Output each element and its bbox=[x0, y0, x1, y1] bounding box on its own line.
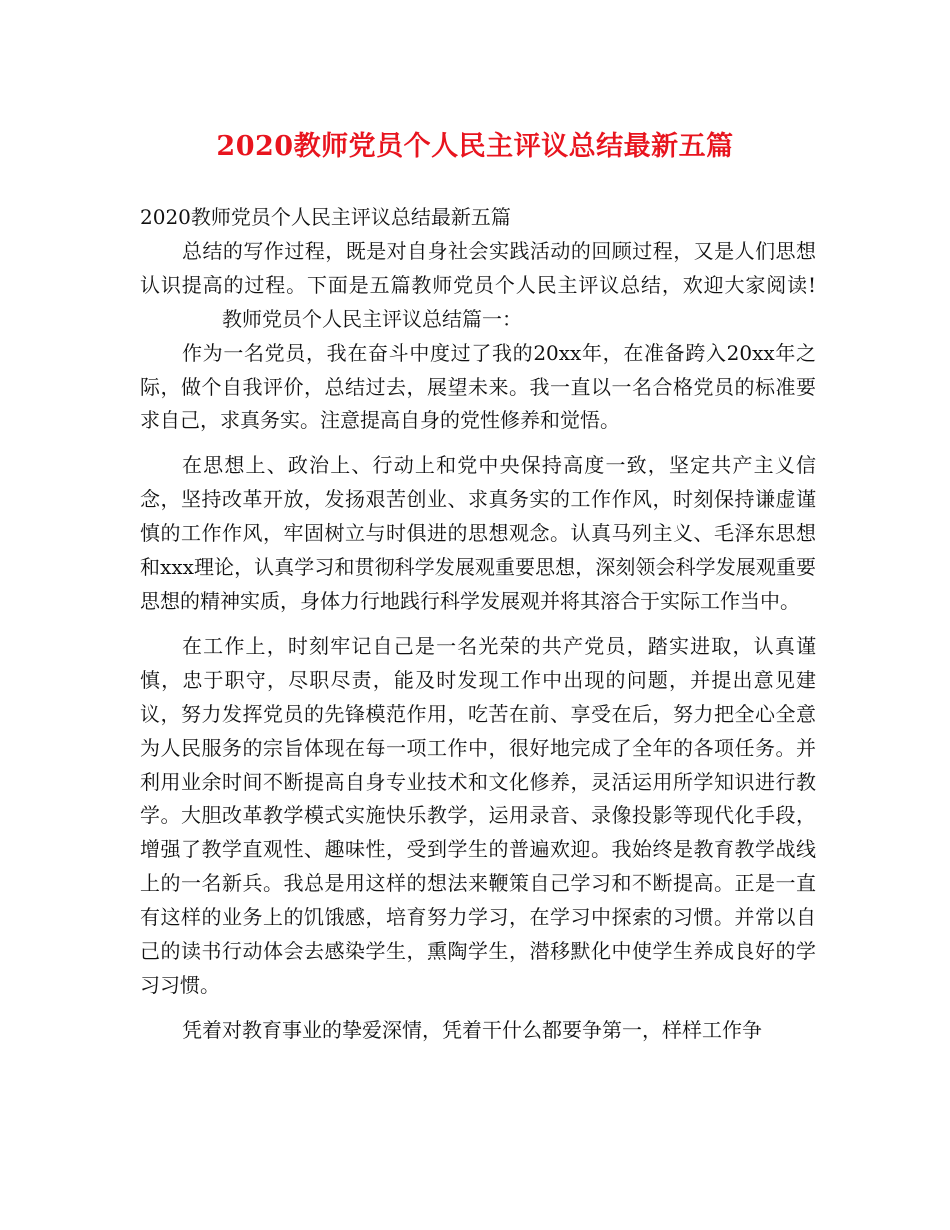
body-paragraph: 凭着对教育事业的挚爱深情，凭着干什么都要争第一，样样工作争 bbox=[182, 1017, 762, 1042]
document-subtitle: 2020教师党员个人民主评议总结最新五篇 bbox=[140, 205, 511, 229]
body-paragraph: 作为一名党员，我在奋斗中度过了我的20xx年，在准备跨入20xx年之际，做个自我评价，总结过去，展望未来。我一直以一名合格党员的标准要求自己，求真务实。注意提高自身的党性修养和觉悟。 bbox=[140, 340, 816, 433]
section-heading: 教师党员个人民主评议总结篇一： bbox=[222, 306, 522, 331]
intro-paragraph bbox=[140, 235, 816, 337]
document-title: 2020教师党员个人民主评议总结最新五篇 bbox=[216, 131, 734, 162]
body-paragraph: 在工作上，时刻牢记自己是一名光荣的共产党员，踏实进取，认真谨慎，忠于职守，尽职尽责，能及时发现工作中出现的问题，并提出意见建议，努力发挥党员的先锋模范作用，吃苦在前、享受在后，努力把全心全意为人民服务的宗旨体现在每一项工作中，很好地完成了全年的各项任务。并利用业余时间不断提高自身专业技术和文化修养，灵活运用所学知识进行教学。大胆改革教学模式实施快乐教学，运用录音、录像投影等现代化手段，增强了教学直观性、趣味性，受到学生的普遍欢迎。我始终是教育教学战线上的一名新兵。我总是用这样的想法来鞭策自己学习和不断提高。正是一直有这样的业务上的饥饿感，培育努力学习，在学习中探索的习惯。并常以自己的读书行动体会去感染学生，熏陶学生，潜移默化中使学生养成良好的学习习惯。 bbox=[140, 633, 816, 997]
body-paragraph: 在思想上、政治上、行动上和党中央保持高度一致，坚定共产主义信念，坚持改革开放，发扬艰苦创业、求真务实的工作作风，时刻保持谦虚谨慎的工作作风，牢固树立与时俱进的思想观念。认真马列主义、毛泽东思想和xxx理论，认真学习和贯彻科学发展观重要思想，深刻领会科学发展观重要思想的精神实质，身体力行地践行科学发展观并将其溶合于实际工作当中。 bbox=[140, 453, 816, 613]
intro-text: 总结的写作过程，既是对自身社会实践活动的回顾过程，又是人们思想认识提高的过程。下面是五篇教师党员个人民主评议总结，欢迎大家阅读! bbox=[140, 238, 816, 297]
document-body bbox=[140, 201, 816, 1048]
